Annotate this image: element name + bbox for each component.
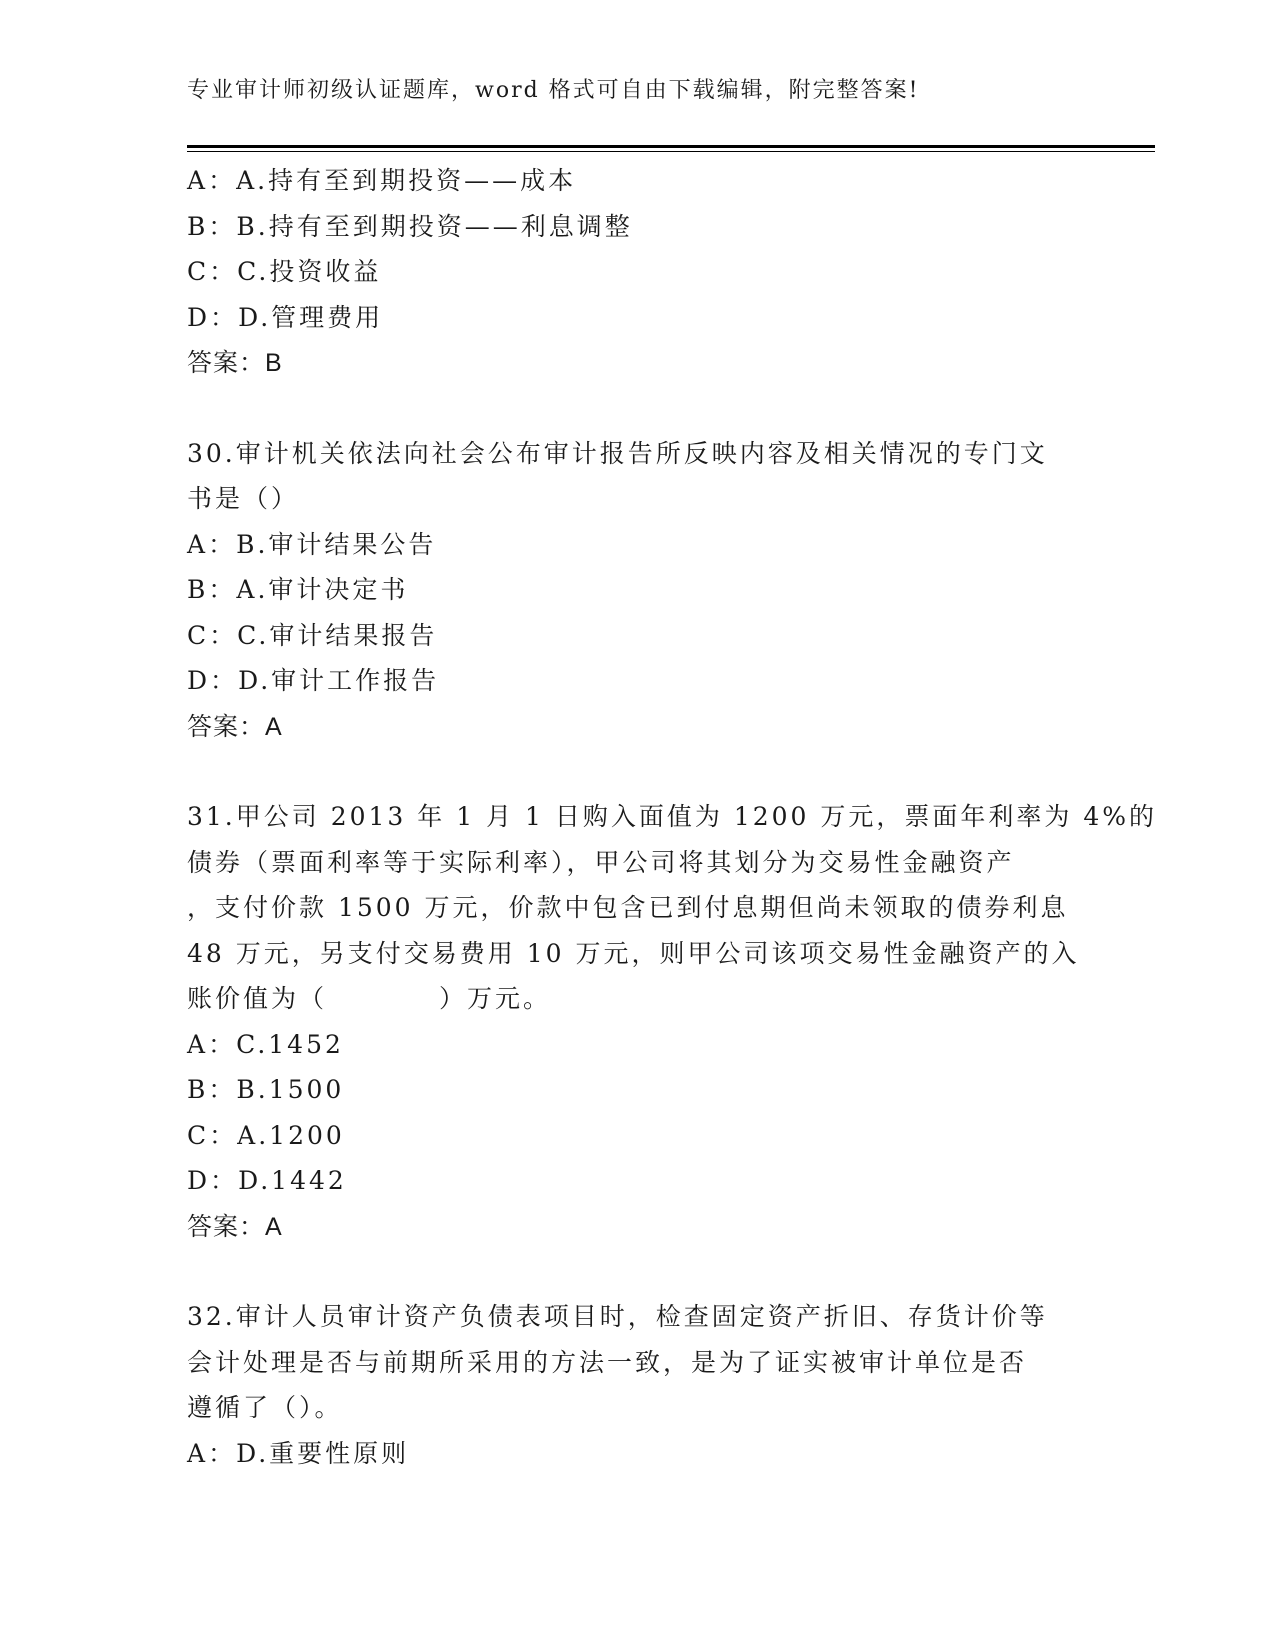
option-line: D：D.管理费用 — [187, 302, 384, 332]
option-line: B：A.审计决定书 — [187, 575, 409, 604]
question-stem — [187, 794, 1157, 1022]
stem-line: 30.审计机关依法向社会公布审计报告所反映内容及相关情况的专门文 — [187, 438, 1048, 468]
stem-line: ，支付价款 1500 万元，价款中包含已到付息期但尚未领取的债券利息 — [187, 893, 1069, 922]
question-30 — [187, 431, 1087, 751]
option-line: A：C.1452 — [187, 1029, 344, 1059]
option-line: A：D.重要性原则 — [187, 1438, 410, 1468]
stem-line: 48 万元，另支付交易费用 10 万元，则甲公司该项交易性金融资产的入 — [187, 938, 1080, 968]
stem-line: 遵循了（）。 — [187, 1393, 343, 1422]
stem-line: 31.甲公司 2013 年 1 月 1 日购入面值为 1200 万元，票面年利率为 4%的 — [187, 802, 1157, 831]
header-rule-thick — [187, 145, 1155, 148]
page-header: 专业审计师初级认证题库，word 格式可自由下载编辑，附完整答案! — [187, 78, 920, 103]
question-32 — [187, 1294, 1087, 1476]
question-31 — [187, 794, 1157, 1250]
option-line: B：B.1500 — [187, 1075, 345, 1104]
stem-line: 书是（） — [187, 484, 300, 513]
stem-line: 会计处理是否与前期所采用的方法一致，是为了证实被审计单位是否 — [187, 1347, 1028, 1377]
answer-line: 答案：B — [187, 348, 283, 377]
option-line: B：B.持有至到期投资——利息调整 — [187, 211, 633, 241]
option-line: C：A.1200 — [187, 1120, 345, 1150]
option-line: A：A.持有至到期投资——成本 — [187, 166, 577, 195]
option-line: C：C.投资收益 — [187, 257, 382, 286]
stem-line: 32.审计人员审计资产负债表项目时，检查固定资产折旧、存货计价等 — [187, 1302, 1048, 1331]
option-line: C：C.审计结果报告 — [187, 620, 438, 650]
answer-line: 答案：A — [187, 711, 283, 741]
header-rule-thin — [187, 151, 1155, 152]
option-line: A：B.审计结果公告 — [187, 529, 437, 559]
option-line: D：D.1442 — [187, 1166, 347, 1195]
prev-question-block — [187, 158, 1087, 387]
stem-line: 账价值为（ ）万元。 — [187, 984, 552, 1013]
answer-line: 答案：A — [187, 1211, 283, 1241]
question-stem — [187, 431, 1087, 522]
question-content — [187, 158, 1157, 1476]
stem-line: 债券（票面利率等于实际利率），甲公司将其划分为交易性金融资产 — [187, 847, 1015, 877]
option-line: D：D.审计工作报告 — [187, 666, 440, 695]
question-stem — [187, 1294, 1087, 1431]
